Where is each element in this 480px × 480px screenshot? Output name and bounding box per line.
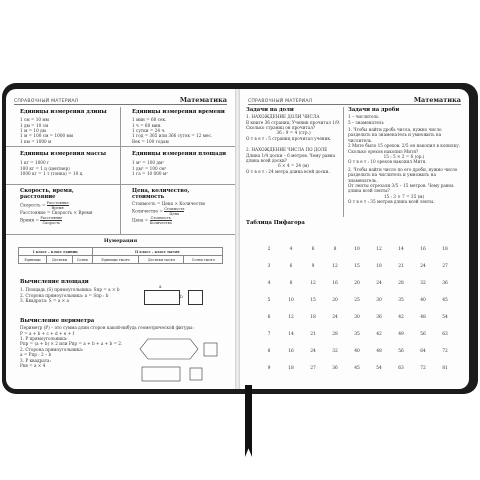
area-calc-line: 2. Сторона прямоугольника: — [20, 292, 84, 298]
pythagoras-cell: 21 — [398, 264, 404, 269]
time-formula-label: Время = — [20, 217, 39, 223]
shares-problem2-calc: 6 × 4 = 24 (м) — [278, 163, 309, 169]
time-line: 1 ч = 60 мин. — [132, 122, 162, 128]
length-line: 1 км = 1000 м — [20, 138, 52, 144]
price-block — [132, 188, 205, 225]
fractions-problem1-answer: О т в е т : 10 орехов накопил Митя. — [348, 159, 427, 165]
area-square-formula: S = a × a — [48, 298, 69, 304]
pythagoras-cell: 2 — [267, 247, 271, 252]
price-formula-denominator: Количество — [149, 220, 172, 225]
distance-formula: Расстояние = Скорость × Время — [20, 210, 93, 216]
pythagoras-cell: 6 — [267, 315, 271, 320]
perimeter-rectangle-diagram — [142, 367, 180, 381]
pythagoras-cell: 6 — [289, 264, 293, 269]
area-rect-formula: Sпр = a × b — [93, 287, 120, 293]
numeration-col: Десятки тысяч — [139, 256, 184, 264]
time-units-title: Единицы измерения времени — [132, 109, 225, 115]
pythagoras-row — [258, 309, 458, 326]
fractions-problem2-calc: 15 : 3 × 7 = 35 (м) — [383, 193, 425, 199]
pythagoras-cell: 35 — [398, 298, 404, 303]
pythagoras-cell: 63 — [398, 366, 404, 371]
pythagoras-cell: 30 — [376, 298, 382, 303]
pythagoras-cell: 12 — [376, 247, 382, 252]
speed-formula-denominator: Время — [51, 206, 64, 211]
pythagoras-row — [258, 326, 458, 343]
numeration-col: Единицы тысяч — [92, 256, 139, 264]
pythagoras-cell: 8 — [267, 349, 271, 354]
pythagoras-cell: 24 — [420, 264, 426, 269]
pythagoras-cell: 56 — [420, 332, 426, 337]
mass-line: 100 кг = 1 ц (центнер) — [20, 165, 70, 171]
pythagoras-cell: 63 — [442, 332, 448, 337]
pythagoras-cell: 40 — [420, 298, 426, 303]
mass-line: 1000 кг = 1 т (тонна) = 10 ц — [20, 171, 83, 177]
numeration-col: Сотни — [73, 256, 93, 264]
perimeter-square2-diagram — [190, 368, 202, 380]
pythagoras-row — [258, 275, 458, 292]
pythagoras-cell: 18 — [288, 366, 294, 371]
hexagon-diagram — [140, 339, 198, 359]
mass-units-title: Единицы измерения массы — [20, 151, 107, 157]
area-line: 1 дм² = 100 см² — [132, 165, 167, 171]
numeration-col: Сотни тысяч — [184, 256, 223, 264]
pythagoras-row — [258, 292, 458, 309]
pythagoras-cell: 36 — [376, 315, 382, 320]
pythagoras-row — [258, 258, 458, 275]
fractions-problem1: 2 Мите было 15 орехов. 2/5 он накопил в копилку. Сколько орехов накопил Митя? — [348, 143, 461, 154]
rectangle-label-a: a — [159, 284, 162, 289]
pythagoras-cell: 16 — [332, 281, 338, 286]
right-page-header — [248, 94, 461, 105]
pythagoras-cell: 32 — [332, 349, 338, 354]
left-page — [6, 89, 235, 389]
length-line: 1 м = 100 см = 1000 мм — [20, 133, 74, 139]
time-formula-denominator: Скорость — [42, 220, 61, 225]
left-page-header — [14, 94, 227, 105]
pythagoras-cell: 9 — [311, 264, 315, 269]
area-calc-line: 1. Площадь (S) прямоугольника: — [20, 287, 93, 293]
numeration-title: Нумерация — [103, 238, 138, 244]
pythagoras-cell: 72 — [442, 349, 448, 354]
right-page — [240, 89, 469, 389]
length-line: 1 см = 10 мм — [20, 117, 49, 123]
row-divider — [6, 234, 235, 235]
numeration-col: Десятки — [46, 256, 72, 264]
speed-title-line2: расстояние — [20, 194, 56, 201]
square-diagram — [188, 290, 203, 305]
pythagoras-cell: 35 — [354, 332, 360, 337]
pythagoras-cell: 16 — [288, 349, 294, 354]
mass-units-block — [20, 151, 106, 176]
quantity-formula-numerator: Стоимость — [164, 206, 185, 211]
header-subject-title: Математика — [413, 96, 461, 104]
speed-block — [20, 188, 93, 225]
pythagoras-cell: 18 — [310, 315, 316, 320]
perimeter-line: Периметр (P) – это сумма длин сторон какой-нибудь геометрической фигуры: — [20, 325, 194, 331]
fractions-problem1-calc: 15 : 5 × 2 = 6 (ор.) — [383, 154, 425, 160]
fractions-legend: 5 – знаменатель — [348, 119, 384, 125]
pythagoras-cell: 36 — [332, 366, 338, 371]
pythagoras-table — [258, 241, 458, 377]
shares-title: Задачи на доли — [246, 107, 294, 113]
pythagoras-cell: 28 — [332, 332, 338, 337]
length-units-title: Единицы измерения длины — [20, 109, 107, 115]
area-side-formula: a = Sпр : b — [84, 292, 109, 298]
pythagoras-cell: 48 — [420, 315, 426, 320]
pythagoras-cell: 32 — [420, 281, 426, 286]
pythagoras-cell: 3 — [267, 264, 271, 269]
time-line: 1 мин = 60 сек. — [132, 117, 167, 123]
pythagoras-cell: 7 — [267, 332, 271, 337]
column-divider — [343, 107, 344, 217]
shares-problem1-answer: О т в е т : 5 страниц прочитал ученик. — [246, 135, 332, 141]
mass-line: 1 кг = 1000 г — [20, 160, 50, 166]
pythagoras-cell: 54 — [442, 315, 448, 320]
fractions-problem2-answer: О т в е т : 35 метров длина всей ленты. — [348, 199, 435, 205]
time-line: Век = 100 годам — [132, 138, 169, 144]
time-line: 1 сутки = 24 ч. — [132, 128, 166, 134]
fractions-rule2: 2. Чтобы найти число по его дроби, нужно число разделить на числитель и умножить на знаменатель. — [348, 166, 458, 183]
speed-formula-label: Скорость = — [20, 202, 46, 208]
fractions-legend: 1 – числитель — [348, 114, 379, 120]
pythagoras-cell: 18 — [376, 264, 382, 269]
area-calculation-block — [20, 279, 120, 303]
speed-formula-numerator: Расстояние — [46, 201, 69, 206]
perimeter-line: a = Pпр : 2 – b — [20, 352, 52, 358]
perimeter-line: 2. Сторона прямоугольника: — [20, 346, 84, 352]
price-title-line2: стоимость — [132, 194, 165, 201]
price-formula-numerator: Стоимость — [150, 215, 171, 220]
numeration-col: Единицы — [19, 256, 47, 264]
pythagoras-cell: 6 — [311, 247, 315, 252]
fractions-title: Задачи на дроби — [348, 107, 400, 113]
area-calculation-title: Вычисление площади — [20, 279, 89, 285]
perimeter-line: 3. P квадрата: — [20, 357, 51, 363]
pythagoras-cell: 81 — [442, 366, 448, 371]
pythagoras-cell: 24 — [310, 349, 316, 354]
pythagoras-cell: 20 — [332, 298, 338, 303]
numeration-class-1: I класс – класс единиц — [19, 248, 93, 256]
perimeter-line: Pкв = a × 4 — [20, 363, 46, 369]
pythagoras-cell: 9 — [267, 366, 271, 371]
shares-problem1-title: 1. НАХОЖДЕНИЕ ДОЛИ ЧИСЛА — [246, 114, 320, 120]
shares-block — [246, 107, 341, 174]
pythagoras-cell: 36 — [442, 281, 448, 286]
pythagoras-cell: 12 — [288, 315, 294, 320]
area-units-block — [132, 151, 226, 176]
pythagoras-cell: 64 — [420, 349, 426, 354]
cost-formula: Стоимость = Цена × Количество — [132, 201, 206, 207]
pythagoras-row — [258, 343, 458, 360]
quantity-formula-label: Количество = — [132, 208, 163, 214]
pythagoras-cell: 21 — [310, 332, 316, 337]
perimeter-diagrams — [138, 335, 228, 385]
pythagoras-cell: 14 — [398, 247, 404, 252]
pythagoras-cell: 10 — [354, 247, 360, 252]
pythagoras-cell: 16 — [420, 247, 426, 252]
pythagoras-cell: 12 — [332, 264, 338, 269]
time-formula-numerator: Расстояние — [40, 215, 63, 220]
pythagoras-cell: 45 — [442, 298, 448, 303]
pythagoras-cell: 45 — [354, 366, 360, 371]
shares-problem2-text: Длина 1/4 доски – 6 метров. Чему равна длина всей доски? — [246, 152, 336, 164]
pythagoras-cell: 28 — [398, 281, 404, 286]
pythagoras-cell: 4 — [289, 247, 293, 252]
pythagoras-cell: 15 — [310, 298, 316, 303]
area-units-title: Единицы измерения площади — [132, 151, 227, 157]
fractions-rule1: 1. Чтобы найти дробь числа, нужно число разделить на знаменатель и умножить на числитель. — [348, 127, 442, 143]
pythagoras-cell: 12 — [310, 281, 316, 286]
pythagoras-cell: 24 — [332, 315, 338, 320]
pythagoras-cell: 27 — [442, 264, 448, 269]
numeration-table — [18, 247, 223, 264]
price-title-line1: Цена, количество, — [132, 188, 190, 194]
pythagoras-cell: 25 — [354, 298, 360, 303]
pythagoras-cell: 24 — [376, 281, 382, 286]
row-divider — [6, 146, 235, 147]
fractions-block — [348, 107, 460, 205]
area-line: 1 м² = 100 дм² — [132, 160, 164, 166]
pythagoras-cell: 48 — [376, 349, 382, 354]
pythagoras-cell: 20 — [354, 281, 360, 286]
shares-problem2-title: 2. НАХОЖДЕНИЕ ЧИСЛА ПО ДОЛЕ — [246, 147, 328, 153]
column-divider — [120, 107, 121, 234]
header-section-label: СПРАВОЧНЫЙ МАТЕРИАЛ — [248, 99, 313, 104]
pythagoras-cell: 10 — [288, 298, 294, 303]
pythagoras-cell: 4 — [267, 281, 271, 286]
pythagoras-cell: 42 — [376, 332, 382, 337]
perimeter-line: 1. P прямоугольника: — [20, 336, 68, 342]
perimeter-square-diagram — [204, 343, 217, 356]
pythagoras-cell: 56 — [398, 349, 404, 354]
area-line: 1 га = 10 000 м² — [132, 171, 168, 177]
numeration-class-2: II класс – класс тысяч — [92, 248, 222, 256]
fractions-problem2: От ленты отрезали 3/5 – 15 метров. Чему равна длина всей ленты? — [348, 183, 454, 194]
pythagoras-cell: 27 — [310, 366, 316, 371]
pythagoras-cell: 54 — [376, 366, 382, 371]
length-line: 1 дм = 10 см — [20, 122, 49, 128]
pythagoras-cell: 5 — [267, 298, 271, 303]
row-divider — [6, 184, 235, 185]
header-subject-title: Математика — [179, 96, 227, 104]
rectangle-diagram — [144, 290, 180, 305]
bookmark-ribbon — [245, 385, 252, 457]
pythagoras-cell: 30 — [354, 315, 360, 320]
pythagoras-cell: 40 — [354, 349, 360, 354]
pythagoras-cell: 72 — [420, 366, 426, 371]
quantity-formula-denominator: Цена — [169, 211, 180, 216]
length-units-block — [20, 109, 107, 144]
pythagoras-cell: 8 — [333, 247, 337, 252]
pythagoras-row — [258, 241, 458, 258]
pythagoras-cell: 49 — [398, 332, 404, 337]
perimeter-title: Вычисление периметра — [20, 318, 95, 324]
pythagoras-title: Таблица Пифагора — [246, 220, 305, 226]
speed-title-line1: Скорость, время, — [20, 188, 74, 194]
area-calc-line: 3. Квадрата: — [20, 298, 48, 304]
time-line: 1 год = 365 или 366 суток = 12 мес. — [132, 133, 213, 139]
time-units-block — [132, 109, 225, 144]
pythagoras-row — [258, 360, 458, 377]
shares-problem1-calc: 36 : 9 = 4 (стр.) — [276, 130, 311, 136]
header-section-label: СПРАВОЧНЫЙ МАТЕРИАЛ — [14, 99, 79, 104]
pythagoras-cell: 15 — [354, 264, 360, 269]
pythagoras-cell: 42 — [398, 315, 404, 320]
shares-problem1-text: В книге 36 страниц. Ученик прочитал 1/9. Сколько страниц он прочитал? — [246, 119, 341, 131]
price-formula-label: Цена = — [132, 217, 149, 223]
perimeter-line: Pпр = (a + b) × 2 или Pпр = a + b + a + b = 2. — [20, 341, 123, 347]
perimeter-line: P = a + b + c + d + e + f — [20, 330, 75, 336]
shares-problem2-answer: О т в е т : 24 метра длина всей доски. — [246, 168, 330, 174]
rectangle-label-b: b — [180, 294, 183, 299]
pythagoras-cell: 14 — [288, 332, 294, 337]
pythagoras-cell: 18 — [442, 247, 448, 252]
pythagoras-cell: 8 — [289, 281, 293, 286]
length-line: 1 м = 10 дм — [20, 128, 46, 134]
